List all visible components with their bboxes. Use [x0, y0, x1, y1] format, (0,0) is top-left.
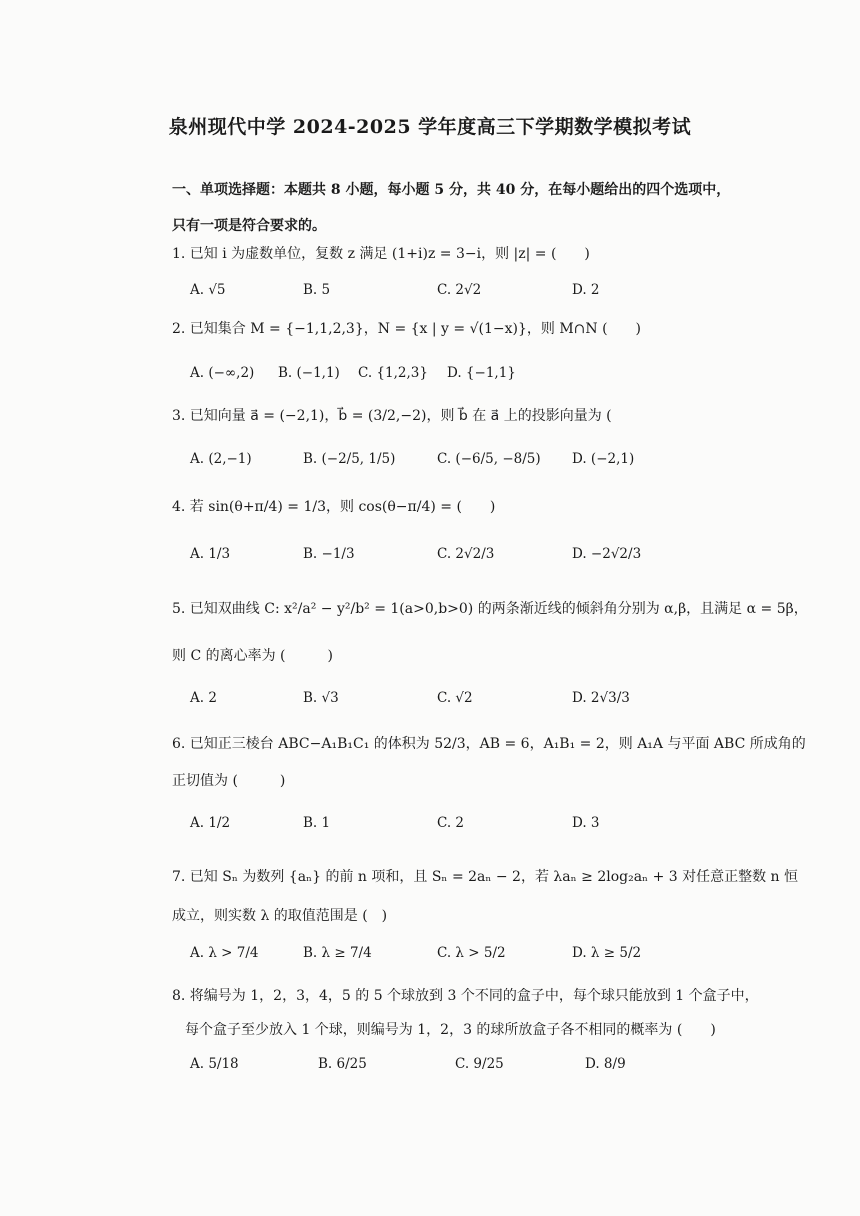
question-8-stem: 8. 将编号为 1，2，3，4，5 的 5 个球放到 3 个不同的盒子中，每个球只能放到 1 个盒子中， [172, 988, 759, 1004]
question-6-stem: 6. 已知正三棱台 ABC−A₁B₁C₁ 的体积为 52/3，AB = 6，A₁B₁ = 2，则 A₁A 与平面 ABC 所成角的 [172, 736, 806, 752]
question-6-option-a[interactable]: A. 1/2 [190, 815, 231, 831]
question-8-option-b[interactable]: B. 6/25 [318, 1056, 367, 1072]
question-3-option-b[interactable]: B. (−2/5, 1/5) [303, 451, 396, 467]
question-4-stem: 4. 若 sin(θ+π/4) = 1/3，则 cos(θ−π/4) = ( ) [172, 499, 496, 515]
question-5-option-d[interactable]: D. 2√3/3 [572, 690, 630, 706]
question-3-stem: 3. 已知向量 a⃗ = (−2,1)，b⃗ = (3/2,−2)，则 b⃗ 在 a⃗ 上的投影向量为 ( [172, 408, 612, 424]
question-8-option-c[interactable]: C. 9/25 [455, 1056, 504, 1072]
question-1-option-d[interactable]: D. 2 [572, 282, 600, 298]
question-7-option-c[interactable]: C. λ > 5/2 [437, 945, 506, 961]
question-8-stem-continued: 每个盒子至少放入 1 个球，则编号为 1，2，3 的球所放盒子各不相同的概率为 ( ) [185, 1022, 716, 1038]
question-1-option-b[interactable]: B. 5 [303, 282, 331, 298]
question-5-option-c[interactable]: C. √2 [437, 690, 473, 706]
question-5-option-b[interactable]: B. √3 [303, 690, 339, 706]
question-2-option-c[interactable]: C. {1,2,3} [358, 365, 428, 381]
exam-title: 泉州现代中学 2024-2025 学年度高三下学期数学模拟考试 [168, 116, 692, 138]
question-2-option-d[interactable]: D. {−1,1} [447, 365, 516, 381]
question-8-option-a[interactable]: A. 5/18 [190, 1056, 239, 1072]
question-2-option-a[interactable]: A. (−∞,2) [190, 365, 255, 381]
question-4-option-c[interactable]: C. 2√2/3 [437, 546, 495, 562]
question-6-option-b[interactable]: B. 1 [303, 815, 331, 831]
question-2-stem: 2. 已知集合 M = {−1,1,2,3}，N = {x | y = √(1−x)}，则 M∩N ( ) [172, 321, 642, 337]
question-6-option-c[interactable]: C. 2 [437, 815, 465, 831]
question-2-option-b[interactable]: B. (−1,1) [278, 365, 340, 381]
question-3-option-d[interactable]: D. (−2,1) [572, 451, 635, 467]
question-8-option-d[interactable]: D. 8/9 [585, 1056, 626, 1072]
question-6-option-d[interactable]: D. 3 [572, 815, 600, 831]
section-instructions: 一、单项选择题：本题共 8 小题，每小题 5 分，共 40 分，在每小题给出的四个选项中，只有一项是符合要求的。 [172, 182, 731, 234]
question-4-option-b[interactable]: B. −1/3 [303, 546, 355, 562]
question-7-stem-continued: 成立，则实数 λ 的取值范围是 ( ) [172, 908, 388, 924]
question-7-option-b[interactable]: B. λ ≥ 7/4 [303, 945, 372, 961]
question-6-stem-continued: 正切值为 ( ) [172, 773, 286, 789]
question-1-stem: 1. 已知 i 为虚数单位，复数 z 满足 (1+i)z = 3−i，则 |z| = ( ) [172, 246, 590, 262]
question-4-option-a[interactable]: A. 1/3 [190, 546, 231, 562]
question-4-option-d[interactable]: D. −2√2/3 [572, 546, 642, 562]
question-7-option-a[interactable]: A. λ > 7/4 [190, 945, 259, 961]
question-3-option-a[interactable]: A. (2,−1) [190, 451, 252, 467]
question-5-stem-continued: 则 C 的离心率为 ( ) [172, 648, 333, 664]
question-7-stem: 7. 已知 Sₙ 为数列 {aₙ} 的前 n 项和，且 Sₙ = 2aₙ − 2，若 λaₙ ≥ 2log₂aₙ + 3 对任意正整数 n 恒 [172, 869, 799, 885]
question-5-option-a[interactable]: A. 2 [190, 690, 217, 706]
question-1-option-c[interactable]: C. 2√2 [437, 282, 482, 298]
question-7-option-d[interactable]: D. λ ≥ 5/2 [572, 945, 642, 961]
question-3-option-c[interactable]: C. (−6/5, −8/5) [437, 451, 541, 467]
question-5-stem: 5. 已知双曲线 C: x²/a² − y²/b² = 1(a>0,b>0) 的两条渐近线的倾斜角分别为 α,β，且满足 α = 5β， [172, 601, 808, 617]
question-1-option-a[interactable]: A. √5 [190, 282, 226, 298]
